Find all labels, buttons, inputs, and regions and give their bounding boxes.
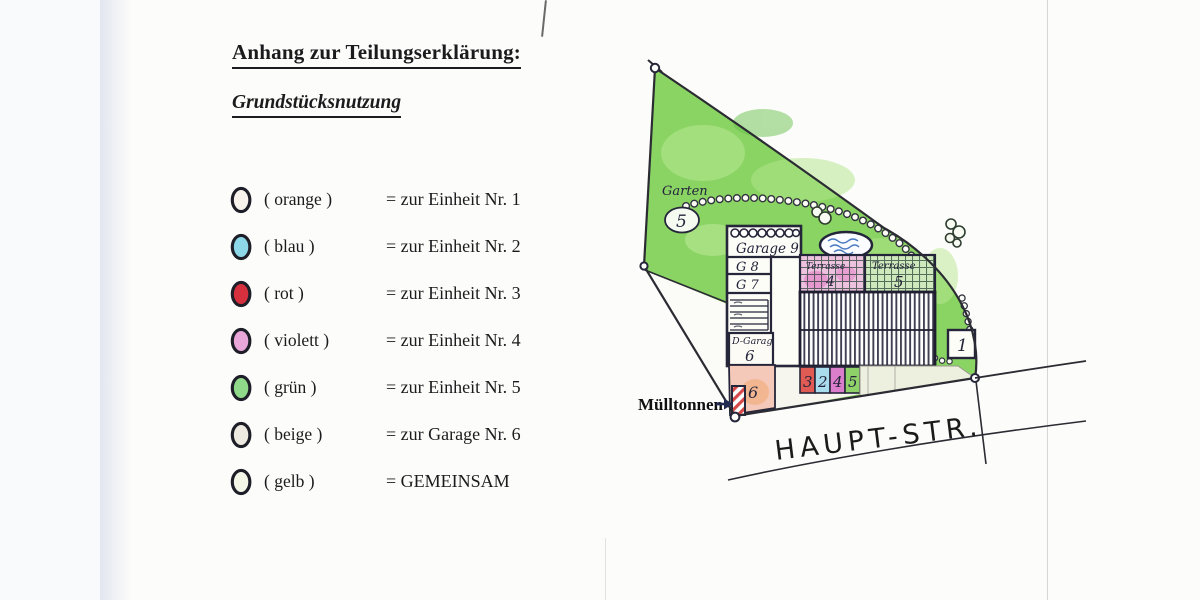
garden-label: Garten [662,184,708,199]
legend-value: = GEMEINSAM [386,471,510,491]
color-swatch-oval [230,467,254,497]
legend-row-orange [230,176,570,223]
terrace-5-number: 5 [894,273,904,291]
scan-corner-mark [541,0,547,37]
legend-color-label: ( violett ) [264,330,330,350]
color-swatch-oval [230,232,254,262]
color-swatch-oval [230,373,254,403]
unit-1-number: 1 [957,336,968,356]
scan-fold-line-bottom [605,538,606,600]
legend-value: = zur Garage Nr. 6 [386,424,521,444]
parking-number: 5 [848,373,858,391]
house-block [800,292,935,366]
terrace-4 [800,255,865,292]
legend-color-label: ( blau ) [264,236,315,256]
terrace-4-label: Terrasse [806,262,846,272]
site-plan-drawing [618,8,1088,533]
parking-spaces [800,367,860,393]
legend-value: = zur Einheit Nr. 5 [386,377,521,397]
terrace-5 [865,255,935,292]
trash-bins-area [732,386,745,415]
unit-1-box [948,330,975,358]
legend-color-label: ( grün ) [264,377,317,397]
color-swatch-oval [230,279,254,309]
parking-number: 2 [818,373,828,391]
scan-page-edge [100,0,130,600]
legend-row-gruen [230,364,570,411]
parking-number: 4 [833,373,843,391]
legend-value: = zur Einheit Nr. 1 [386,189,521,209]
color-swatch-oval [230,326,254,356]
legend-row-gelb [230,458,570,505]
legend-value: = zur Einheit Nr. 2 [386,236,521,256]
yard-number: 6 [748,383,759,402]
street-label: HAUPT-STR. [773,410,984,467]
legend-value: = zur Einheit Nr. 3 [386,283,521,303]
legend-color-label: ( gelb ) [264,471,315,491]
garage-building [727,226,801,366]
garden-number: 5 [676,212,687,232]
terrace-5-label: Terrasse [872,261,916,272]
garage-7-label: G 7 [736,278,759,293]
legend-color-label: ( rot ) [264,283,304,303]
legend-row-blau [230,223,570,270]
garage-scallops [731,229,799,237]
muelltonnen-label: Mülltonnen [638,395,724,414]
legend-row-violett [230,317,570,364]
color-legend [230,176,570,505]
double-garage-label: D-Garag [732,336,773,347]
legend-row-rot [230,270,570,317]
legend-row-beige [230,411,570,458]
legend-color-label: ( beige ) [264,424,323,444]
scan-left-margin [0,0,100,600]
terrace-4-number: 4 [826,274,835,290]
garage-9-label: Garage 9 [736,241,799,257]
page-subtitle: Grundstücksnutzung [232,92,401,118]
double-garage-number: 6 [745,347,755,365]
color-swatch-oval [230,420,254,450]
parking-number: 3 [803,373,813,391]
page-title: Anhang zur Teilungserklärung: [232,40,521,69]
garage-8-label: G 8 [736,260,759,275]
legend-value: = zur Einheit Nr. 4 [386,330,521,350]
legend-color-label: ( orange ) [264,189,333,209]
color-swatch-oval [230,185,254,215]
